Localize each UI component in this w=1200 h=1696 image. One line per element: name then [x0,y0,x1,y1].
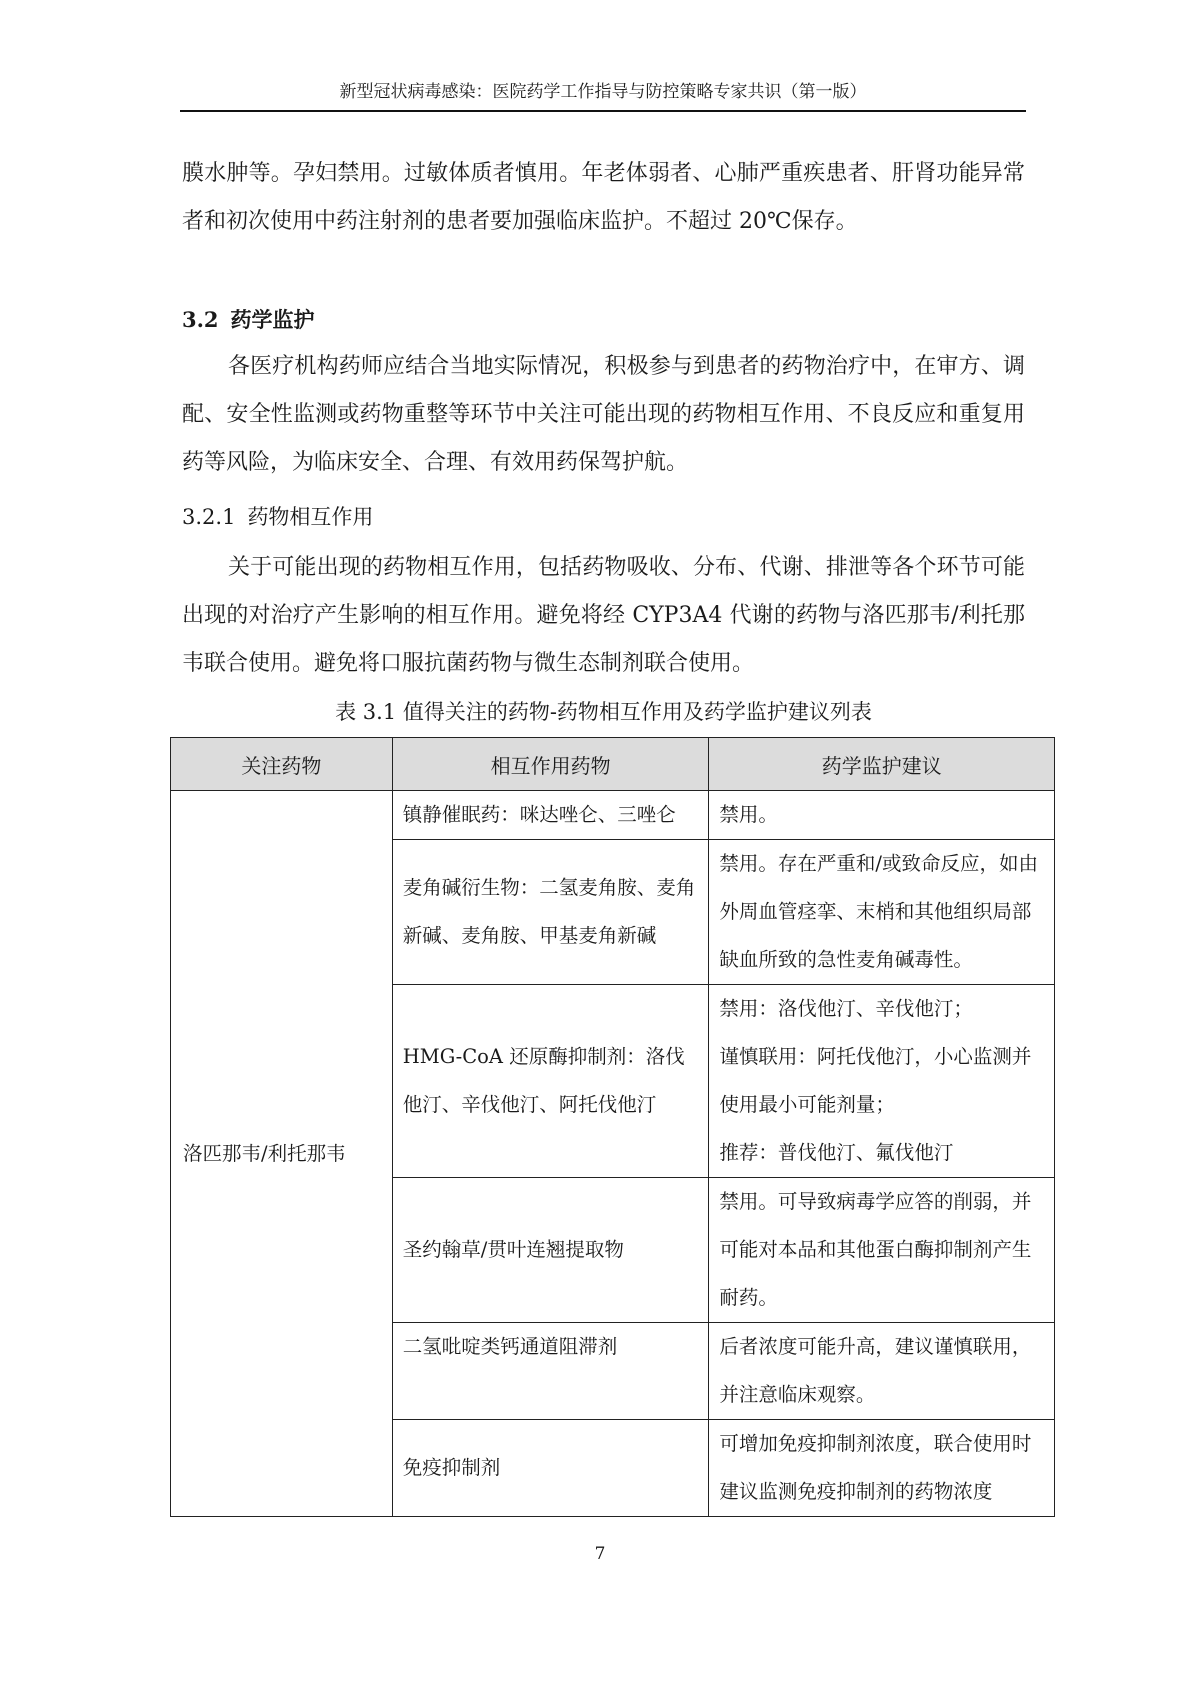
subsection-title: 药物相互作用 [247,505,374,529]
advice-line: 谨慎联用：阿托伐他汀，小心监测并使用最小可能剂量； [719,1045,1032,1116]
section-title: 药学监护 [230,307,315,332]
advice-cell [709,985,1055,1178]
section-heading [182,300,315,340]
header-rule [180,110,1026,112]
intro-paragraph: 膜水肿等。孕妇禁用。过敏体质者慎用。年老体弱者、心肺严重疾患者、肝肾功能异常者和初次使用中药注射剂的患者要加强临床监护。不超过 20℃保存。 [182,161,1025,234]
interacting-drug-cell: 二氢吡啶类钙通道阻滞剂 [392,1323,709,1420]
subsection-heading [182,497,373,537]
advice-cell: 后者浓度可能升高，建议谨慎联用，并注意临床观察。 [709,1323,1055,1420]
header-monitoring-advice: 药学监护建议 [709,738,1055,791]
subsection-number: 3.2.1 [182,505,236,529]
advice-cell: 禁用。存在严重和/或致命反应，如由外周血管痉挛、末梢和其他组织局部缺血所致的急性麦角碱毒性。 [709,840,1055,985]
interacting-drug-cell: 镇静催眠药：咪达唑仑、三唑仑 [392,791,709,840]
section-paragraph: 各医疗机构药师应结合当地实际情况，积极参与到患者的药物治疗中，在审方、调配、安全性监测或药物重整等环节中关注可能出现的药物相互作用、不良反应和重复用药等风险，为临床安全、合理、有效用药保驾护航。 [182,354,1025,475]
table-row [171,791,1055,840]
advice-cell: 禁用。可导致病毒学应答的削弱，并可能对本品和其他蛋白酶抑制剂产生耐药。 [709,1178,1055,1323]
page-number: 7 [594,1544,606,1564]
running-header: 新型冠状病毒感染：医院药学工作指导与防控策略专家共识（第一版） [339,82,867,102]
advice-line: 推荐：普伐他汀、氟伐他汀 [719,1141,954,1164]
section-number: 3.2 [182,307,219,332]
table-header-row [171,738,1055,791]
header-focus-drug: 关注药物 [171,738,393,791]
interacting-drug-cell: 麦角碱衍生物：二氢麦角胺、麦角新碱、麦角胺、甲基麦角新碱 [392,840,709,985]
interacting-drug-cell: 圣约翰草/贯叶连翘提取物 [392,1178,709,1323]
interaction-table [170,737,1055,1517]
advice-line: 禁用：洛伐他汀、辛伐他汀； [719,997,973,1020]
table-caption: 表 3.1 值得关注的药物-药物相互作用及药学监护建议列表 [335,700,872,724]
interacting-drug-cell: HMG-CoA 还原酶抑制剂：洛伐他汀、辛伐他汀、阿托伐他汀 [392,985,709,1178]
focus-drug-cell: 洛匹那韦/利托那韦 [171,791,393,1517]
interacting-drug-cell: 免疫抑制剂 [392,1420,709,1517]
advice-cell: 禁用。 [709,791,1055,840]
advice-cell: 可增加免疫抑制剂浓度，联合使用时建议监测免疫抑制剂的药物浓度 [709,1420,1055,1517]
subsection-paragraph: 关于可能出现的药物相互作用，包括药物吸收、分布、代谢、排泄等各个环节可能出现的对治疗产生影响的相互作用。避免将经 CYP3A4 代谢的药物与洛匹那韦/利托那韦联合使用。避免将口服抗菌药物与微生态制剂联合使用。 [182,555,1025,676]
header-interacting-drug: 相互作用药物 [392,738,709,791]
